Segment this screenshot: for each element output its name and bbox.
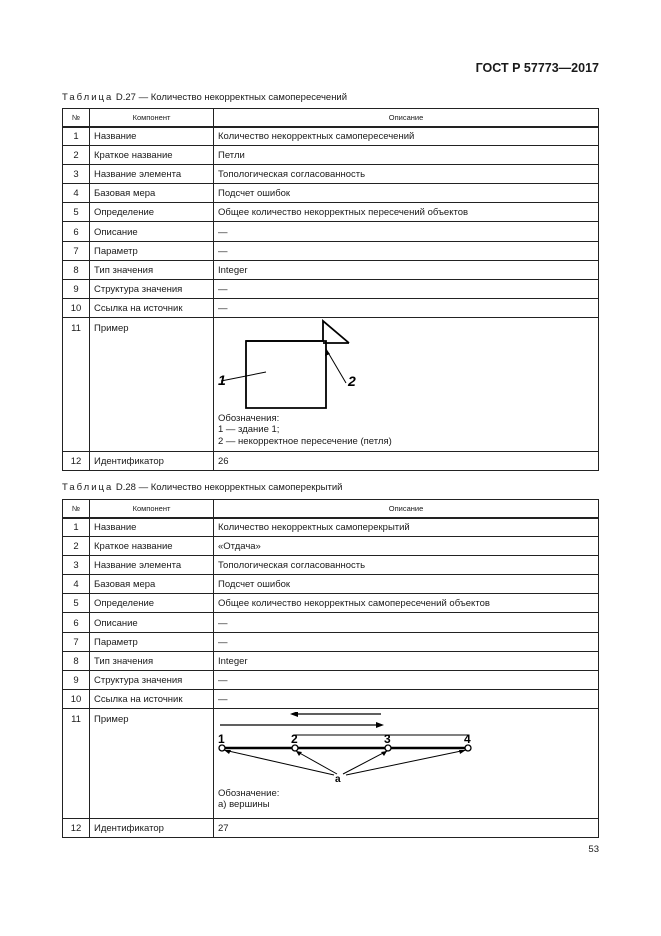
self-overlap-figure [216,712,496,784]
row-component: Пример [90,317,214,451]
table-row [63,451,599,470]
caption-prefix: Таблица [62,92,114,103]
row-description: — [214,298,599,317]
row-num: 8 [63,260,90,279]
row-component: Определение [90,203,214,222]
row-component: Идентификатор [90,818,214,837]
row-num: 11 [63,708,90,818]
col-header-num: № [63,500,90,518]
table-row [63,298,599,317]
row-component: Параметр [90,632,214,651]
vertex-label-3: 3 [384,731,391,746]
building-polygon [246,341,326,408]
arrow-head [290,712,298,717]
row-component: Описание [90,613,214,632]
vertex-marker-label: a [335,773,341,784]
row-description: — [214,670,599,689]
row-component: Структура значения [90,279,214,298]
row-component: Базовая мера [90,575,214,594]
row-num: 1 [63,127,90,146]
col-header-description: Описание [214,109,599,127]
row-component: Пример [90,708,214,818]
table-row [63,241,599,260]
row-description: Топологическая согласованность [214,165,599,184]
row-num: 11 [63,317,90,451]
col-header-description: Описание [214,500,599,518]
row-description: Топологическая согласованность [214,556,599,575]
row-description: Количество некорректных самопересечений [214,127,599,146]
row-num: 5 [63,594,90,613]
row-num: 9 [63,670,90,689]
legend [218,788,594,811]
row-description: Integer [214,651,599,670]
row-description: Integer [214,260,599,279]
table-row [63,594,599,613]
loop-outline [246,321,349,343]
row-component: Название элемента [90,556,214,575]
table-row [63,651,599,670]
table-row [63,613,599,632]
col-header-component: Компонент [90,109,214,127]
row-component: Тип значения [90,651,214,670]
standard-designation: ГОСТ Р 57773—2017 [475,61,599,75]
row-description: Петли [214,146,599,165]
row-num: 10 [63,689,90,708]
table-row [63,165,599,184]
figure-label-1: 1 [218,371,226,388]
row-description: Подсчет ошибок [214,184,599,203]
table-row [63,575,599,594]
table-header-row [63,500,599,518]
example-row [63,317,599,451]
row-num: 7 [63,632,90,651]
vertex-label-1: 1 [218,731,225,746]
row-description: Общее количество некорректных самопересечений объектов [214,594,599,613]
row-description: «Отдача» [214,537,599,556]
row-component: Определение [90,594,214,613]
row-num: 12 [63,451,90,470]
col-header-num: № [63,109,90,127]
table-row [63,184,599,203]
table-row [63,537,599,556]
legend [218,413,594,448]
row-num: 8 [63,651,90,670]
table-d28 [62,499,599,838]
arrow-head [224,750,231,754]
table-row [63,689,599,708]
caption-title: D.28 — Количество некорректных самоперекрытий [113,482,343,493]
row-num: 1 [63,518,90,537]
row-component: Название [90,127,214,146]
row-num: 6 [63,222,90,241]
row-description: — [214,613,599,632]
table-row [63,203,599,222]
table-row [63,632,599,651]
table-row [63,556,599,575]
self-intersection-figure [216,319,366,409]
row-component: Структура значения [90,670,214,689]
row-description: 26 [214,451,599,470]
table-row [63,146,599,165]
row-description: — [214,632,599,651]
row-num: 10 [63,298,90,317]
row-description: Количество некорректных самоперекрытий [214,518,599,537]
table-row [63,670,599,689]
row-component: Тип значения [90,260,214,279]
table-caption [62,92,347,103]
row-num: 2 [63,146,90,165]
table-row [63,222,599,241]
arrow-head [376,722,384,728]
row-description: — [214,241,599,260]
row-description: — [214,279,599,298]
legend-title: Обозначение: [218,787,280,799]
row-description: 27 [214,818,599,837]
row-num: 7 [63,241,90,260]
row-num: 6 [63,613,90,632]
table-caption [62,482,342,493]
row-component: Идентификатор [90,451,214,470]
row-num: 9 [63,279,90,298]
row-num: 5 [63,203,90,222]
col-header-component: Компонент [90,500,214,518]
table-row [63,260,599,279]
table-row [63,518,599,537]
table-d27 [62,108,599,471]
row-component: Базовая мера [90,184,214,203]
example-cell [214,708,599,818]
row-component: Краткое название [90,537,214,556]
row-description: — [214,222,599,241]
row-description: — [214,689,599,708]
table-row [63,279,599,298]
row-num: 3 [63,165,90,184]
row-component: Краткое название [90,146,214,165]
row-num: 3 [63,556,90,575]
figure-label-2: 2 [348,372,356,389]
vertex-label-2: 2 [291,731,298,746]
row-num: 12 [63,818,90,837]
legend-item: 1 — здание 1; [218,424,280,436]
row-num: 4 [63,184,90,203]
vertex-label-4: 4 [464,731,471,746]
table-row [63,127,599,146]
row-component: Описание [90,222,214,241]
row-num: 4 [63,575,90,594]
example-row [63,708,599,818]
leader-line-1 [221,372,266,381]
table-row [63,818,599,837]
page-number: 53 [588,844,599,855]
legend-item: 2 — некорректное пересечение (петля) [218,435,392,447]
row-component: Ссылка на источник [90,298,214,317]
row-description: Общее количество некорректных пересечений объектов [214,203,599,222]
row-component: Параметр [90,241,214,260]
row-num: 2 [63,537,90,556]
example-cell [214,317,599,451]
row-component: Ссылка на источник [90,689,214,708]
legend-title: Обозначения: [218,412,280,424]
row-component: Название элемента [90,165,214,184]
arrow-head [459,750,466,754]
legend-item: а) вершины [218,799,270,811]
row-description: Подсчет ошибок [214,575,599,594]
row-component: Название [90,518,214,537]
caption-prefix: Таблица [62,482,114,493]
table-header-row [63,109,599,127]
caption-title: D.27 — Количество некорректных самопересечений [113,92,348,103]
